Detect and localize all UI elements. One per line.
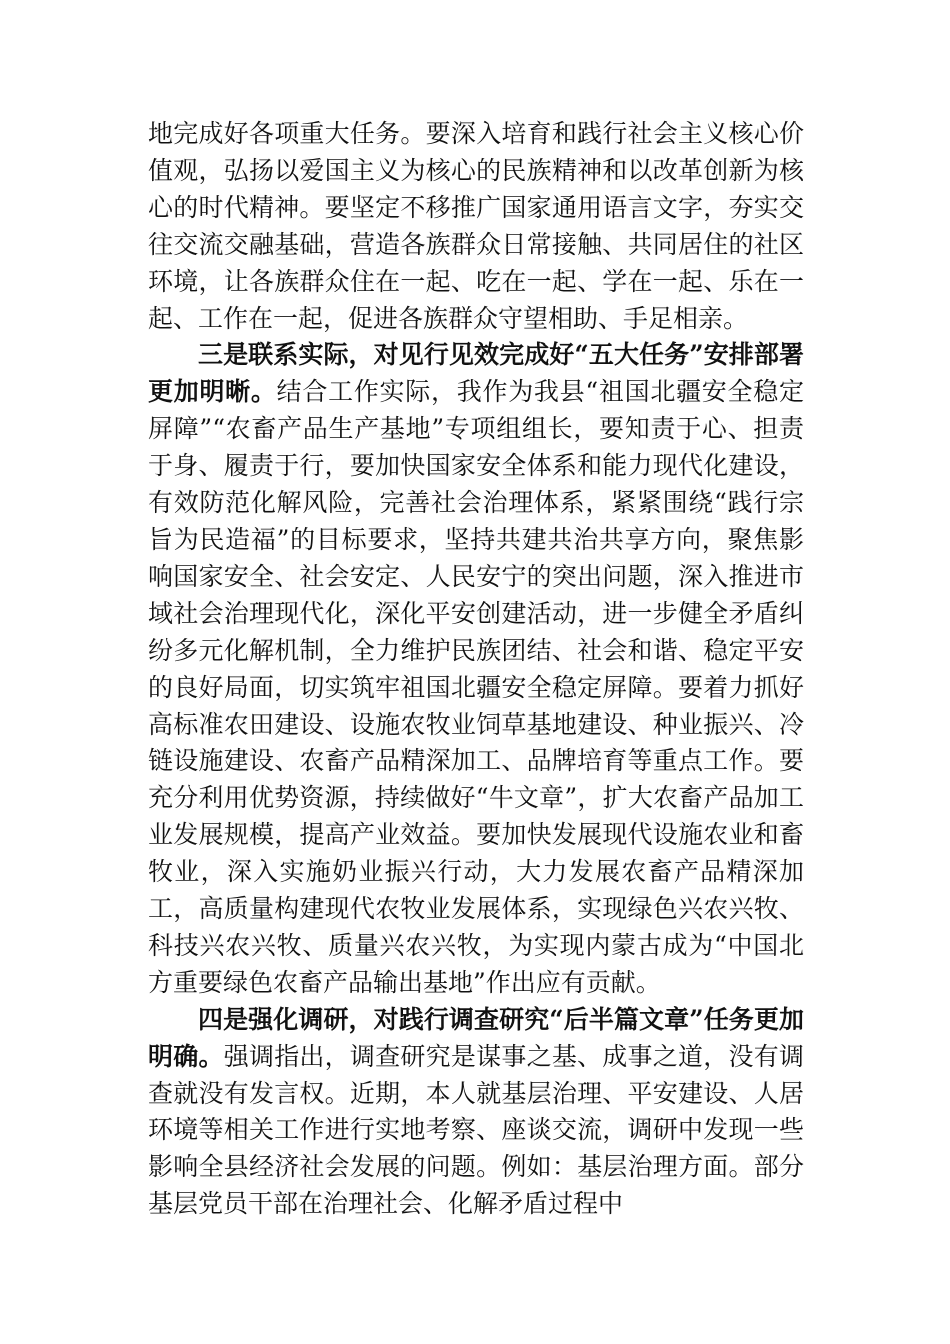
paragraph-heading: 三是联系实际，对见行见效完成好“五大任务”安排部署更加明晰。 [148, 340, 804, 407]
document-page [148, 116, 804, 1223]
paragraph-body: 地完成好各项重大任务。要深入培育和践行社会主义核心价值观，弘扬以爱国主义为核心的民族精神和以改革创新为核心的时代精神。要坚定不移推广国家通用语言文字，夯实交往交流交融基础，营造各族群众日常接触、共同居住的社区环境，让各族群众住在一起、吃在一起、学在一起、乐在一起、工作在一起，促进各族群众守望相助、手足相亲。 [148, 119, 804, 333]
paragraph-body: 结合工作实际，我作为我县“祖国北疆安全稳定屏障”“农畜产品生产基地”专项组组长，要知责于心、担责于身、履责于行，要加快国家安全体系和能力现代化建设，有效防范化解风险，完善社会治理体系，紧紧围绕“践行宗旨为民造福”的目标要求，坚持共建共治共享方向，聚焦影响国家安全、社会安定、人民安宁的突出问题，深入推进市域社会治理现代化，深化平安创建活动，进一步健全矛盾纠纷多元化解机制，全力维护民族团结、社会和谐、稳定平安的良好局面，切实筑牢祖国北疆安全稳定屏障。要着力抓好高标准农田建设、设施农牧业饲草基地建设、种业振兴、冷链设施建设、农畜产品精深加工、品牌培育等重点工作。要充分利用优势资源，持续做好“牛文章”，扩大农畜产品加工业发展规模，提高产业效益。要加快发展现代设施农业和畜牧业，深入实施奶业振兴行动，大力发展农畜产品精深加工，高质量构建现代农牧业发展体系，实现绿色兴农兴牧、科技兴农兴牧、质量兴农兴牧，为实现内蒙古成为“中国北方重要绿色农畜产品输出基地”作出应有贡献。 [148, 377, 804, 997]
paragraph-point-four [148, 1002, 804, 1223]
paragraph-point-three [148, 337, 804, 1001]
paragraph-body: 强调指出，调查研究是谋事之基、成事之道，没有调查就没有发言权。近期，本人就基层治理、平安建设、人居环境等相关工作进行实地考察、座谈交流，调研中发现一些影响全县经济社会发展的问题。例如：基层治理方面。部分基层党员干部在治理社会、化解矛盾过程中 [148, 1041, 804, 1219]
paragraph-continuation [148, 116, 804, 337]
paragraph-heading: 四是强化调研，对践行调查研究“后半篇文章”任务更加明确。 [148, 1004, 804, 1071]
